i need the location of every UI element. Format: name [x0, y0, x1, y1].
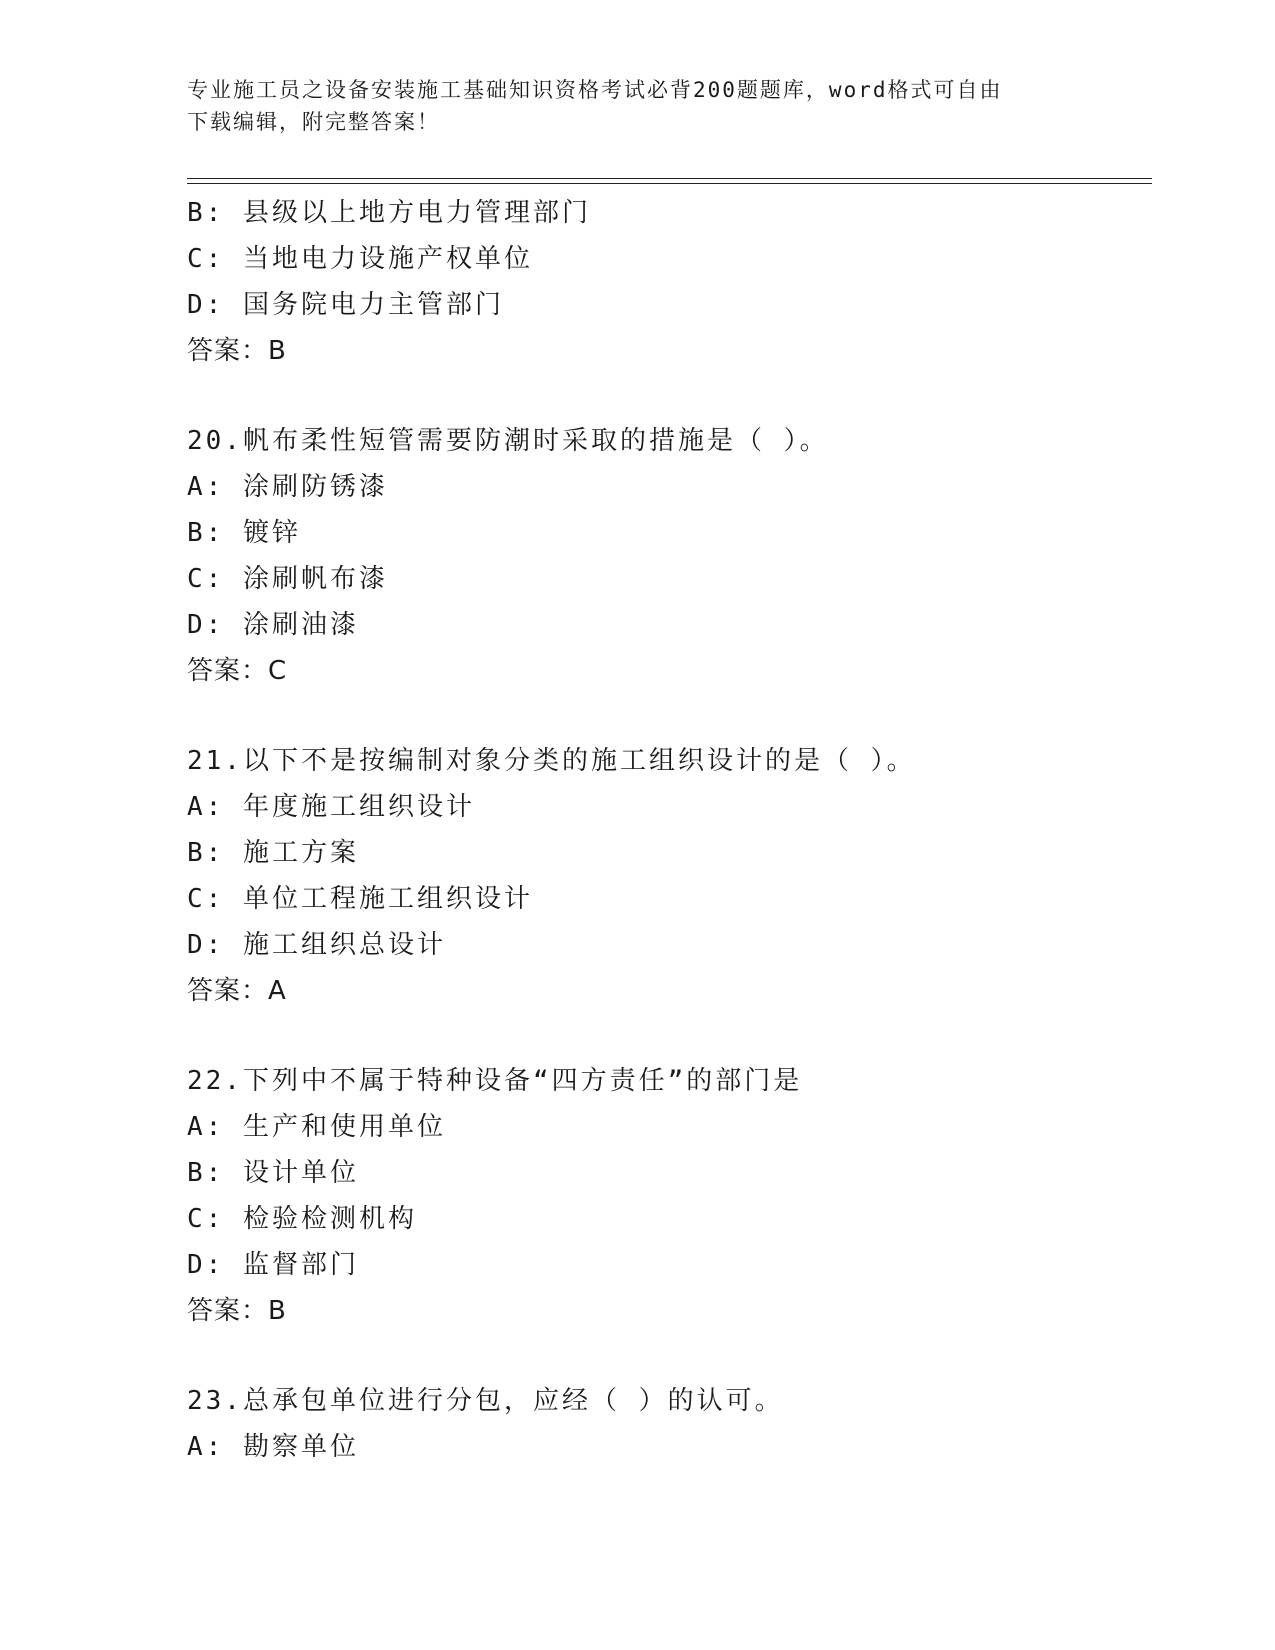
option-d: D: 国务院电力主管部门 — [187, 290, 504, 320]
header-line-1: 专业施工员之设备安装施工基础知识资格考试必背200题题库，word格式可自由 — [187, 78, 1003, 102]
option-d: D: 监督部门 — [187, 1250, 359, 1280]
option-c: C: 单位工程施工组织设计 — [187, 884, 533, 914]
question-20 — [187, 418, 1147, 694]
spacer — [187, 1014, 1147, 1058]
answer: 答案：A — [187, 976, 287, 1006]
option-d: D: 施工组织总设计 — [187, 930, 446, 960]
option-c: C: 当地电力设施产权单位 — [187, 244, 533, 274]
option-a: A: 涂刷防锈漆 — [187, 472, 388, 502]
question-23 — [187, 1378, 1147, 1470]
option-a: A: 年度施工组织设计 — [187, 792, 475, 822]
spacer — [187, 374, 1147, 418]
option-b: B: 设计单位 — [187, 1158, 359, 1188]
question-22 — [187, 1058, 1147, 1334]
header-divider-top — [187, 178, 1152, 179]
answer: 答案：B — [187, 336, 287, 366]
option-a: A: 生产和使用单位 — [187, 1112, 446, 1142]
option-b: B: 施工方案 — [187, 838, 359, 868]
answer: 答案：B — [187, 1296, 287, 1326]
header-divider-bottom — [187, 183, 1152, 184]
option-c: C: 涂刷帆布漆 — [187, 564, 388, 594]
question-stem: 22.下列中不属于特种设备“四方责任”的部门是 — [187, 1066, 803, 1096]
document-header — [187, 74, 1067, 138]
question-21 — [187, 738, 1147, 1014]
option-c: C: 检验检测机构 — [187, 1204, 417, 1234]
question-19-continued — [187, 190, 1147, 374]
question-stem: 21.以下不是按编制对象分类的施工组织设计的是（ ）。 — [187, 746, 916, 776]
spacer — [187, 694, 1147, 738]
question-stem: 20.帆布柔性短管需要防潮时采取的措施是（ ）。 — [187, 426, 829, 456]
question-list — [187, 190, 1147, 1470]
option-d: D: 涂刷油漆 — [187, 610, 359, 640]
option-b: B: 县级以上地方电力管理部门 — [187, 198, 591, 228]
option-b: B: 镀锌 — [187, 518, 301, 548]
header-line-2: 下载编辑，附完整答案！ — [187, 110, 440, 134]
question-stem: 23.总承包单位进行分包，应经（ ）的认可。 — [187, 1386, 784, 1416]
option-a: A: 勘察单位 — [187, 1432, 359, 1462]
spacer — [187, 1334, 1147, 1378]
answer: 答案：C — [187, 656, 288, 686]
